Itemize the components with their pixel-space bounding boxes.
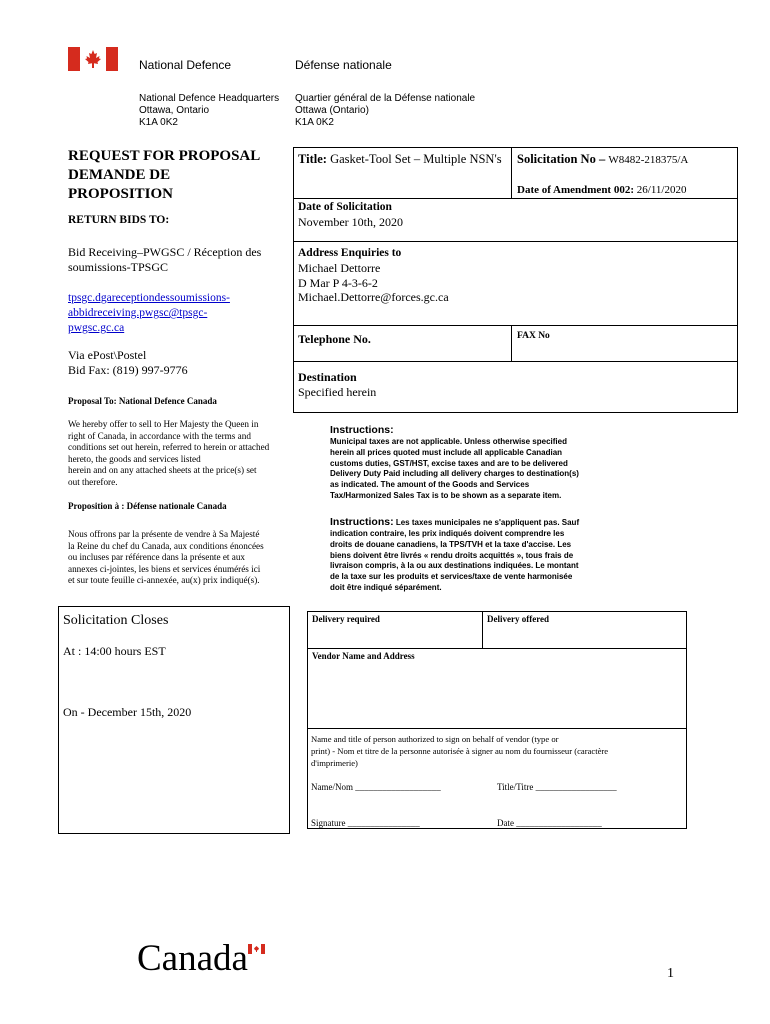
address-enquiries-value: Michael Dettorre D Mar P 4-3-6-2 Michael.Dettorre@forces.gc.ca (298, 261, 449, 304)
delivery-required-label: Delivery required (312, 614, 380, 624)
via-epost: Via ePost\Postel Bid Fax: (819) 997-9776 (68, 348, 188, 377)
fax-label: FAX No (517, 331, 550, 341)
name-field[interactable]: Name/Nom ___________________ (311, 782, 441, 792)
dept-name-en: National Defence (139, 58, 232, 72)
page-number: 1 (667, 966, 674, 981)
signature-field[interactable]: Signature ________________ (311, 818, 420, 828)
dept-name-fr: Défense nationale (295, 58, 392, 72)
proposition-a: Proposition à : Défense nationale Canada (68, 501, 227, 511)
title-field[interactable]: Title/Titre __________________ (497, 782, 617, 792)
offer-text-fr: Nous offrons par la présente de vendre à Sa Majesté la Reine du chef du Canada, aux conditions énoncées ou incluses par référence dans la présente et aux annexes ci-jointes, les biens et services énumérés ici et sur toute feuille ci-annexée, au(x) prix indiqué(s). (68, 529, 264, 585)
closing-date: On - December 15th, 2020 (63, 705, 192, 719)
amendment-date: Date of Amendment 002: 26/11/2020 (517, 184, 687, 196)
destination-value: Specified herein (298, 385, 377, 399)
date-field[interactable]: Date ___________________ (497, 818, 602, 828)
return-bids-label: RETURN BIDS TO: (68, 214, 170, 226)
wordmark-flag-icon (248, 944, 265, 954)
instructions-en-text: Municipal taxes are not applicable. Unless otherwise specified herein all prices quoted must include all applicable Canadian customs duties, GST/HST, excise taxes and are to be delivered Delivery Duty Paid including all delivery charges to destination(s) as indicated. The amount of the Goods and Services Tax/Harmonized Sales Tax is to be shown as a separate item. (330, 437, 579, 500)
destination-label: Destination (298, 370, 357, 384)
vendor-box (307, 611, 687, 829)
details-box (293, 199, 738, 413)
hq-address-en: National Defence Headquarters Ottawa, Ontario K1A 0K2 (139, 93, 280, 128)
date-of-solicitation-label: Date of Solicitation (298, 201, 392, 213)
date-of-solicitation-value: November 10th, 2020 (298, 215, 403, 229)
proposal-to: Proposal To: National Defence Canada (68, 396, 217, 406)
closing-time: At : 14:00 hours EST (63, 644, 166, 658)
delivery-offered-label: Delivery offered (487, 614, 550, 624)
solicitation-closes-title: Solicitation Closes (63, 613, 169, 628)
vendor-name-address-label: Vendor Name and Address (312, 651, 415, 661)
offer-text-en: We hereby offer to sell to Her Majesty the Queen in right of Canada, in accordance with the terms and conditions set out herein, referred to herein or attached hereto, the goods and services listed herein and on any attached sheets at the price(s) set out therefore. (68, 419, 270, 487)
solicitation-title: Title: Gasket-Tool Set – Multiple NSN's (298, 152, 502, 166)
instructions-fr-text: indication contraire, les prix indiqués doivent comprendre les droits de douane canadiens, la TPS/TVH et la taxe d'accise. Les biens doivent être livrés « rendu droits acquittés », tous frais de livraison compris, à la ou aux destinations indiquées. Le montant de la taxe sur les produits et services/taxe de vente harmonisée doit être indiqué séparément. (330, 529, 579, 592)
authorized-person-label: Name and title of person authorized to sign on behalf of vendor (type or print) - Nom et titre de la personne autorisée à signer au nom du fournisseur (caractère d'imprimerie) (311, 734, 609, 768)
telephone-label: Telephone No. (298, 332, 371, 346)
bid-email-link[interactable]: tpsgc.dgareceptiondessoumissions- abbidreceiving.pwgsc@tpsgc- pwgsc.gc.ca (68, 292, 230, 334)
canada-wordmark: Canada (137, 938, 248, 979)
address-enquiries-label: Address Enquiries to (298, 247, 402, 259)
canada-flag-icon (68, 47, 118, 71)
solicitation-closes-box (58, 606, 290, 834)
instructions-en-label: Instructions: (330, 424, 394, 436)
hq-address-fr: Quartier général de la Défense nationale Ottawa (Ontario) K1A 0K2 (295, 93, 476, 128)
solicitation-number: Solicitation No – W8482-218375/A (517, 152, 689, 166)
bid-receiving: Bid Receiving–PWGSC / Réception des soumissions-TPSGC (68, 245, 262, 274)
rfp-title: REQUEST FOR PROPOSAL DEMANDE DE PROPOSITION (68, 148, 261, 202)
instructions-fr-first-line: Instructions: Les taxes municipales ne s'appliquent pas. Sauf (330, 516, 580, 528)
